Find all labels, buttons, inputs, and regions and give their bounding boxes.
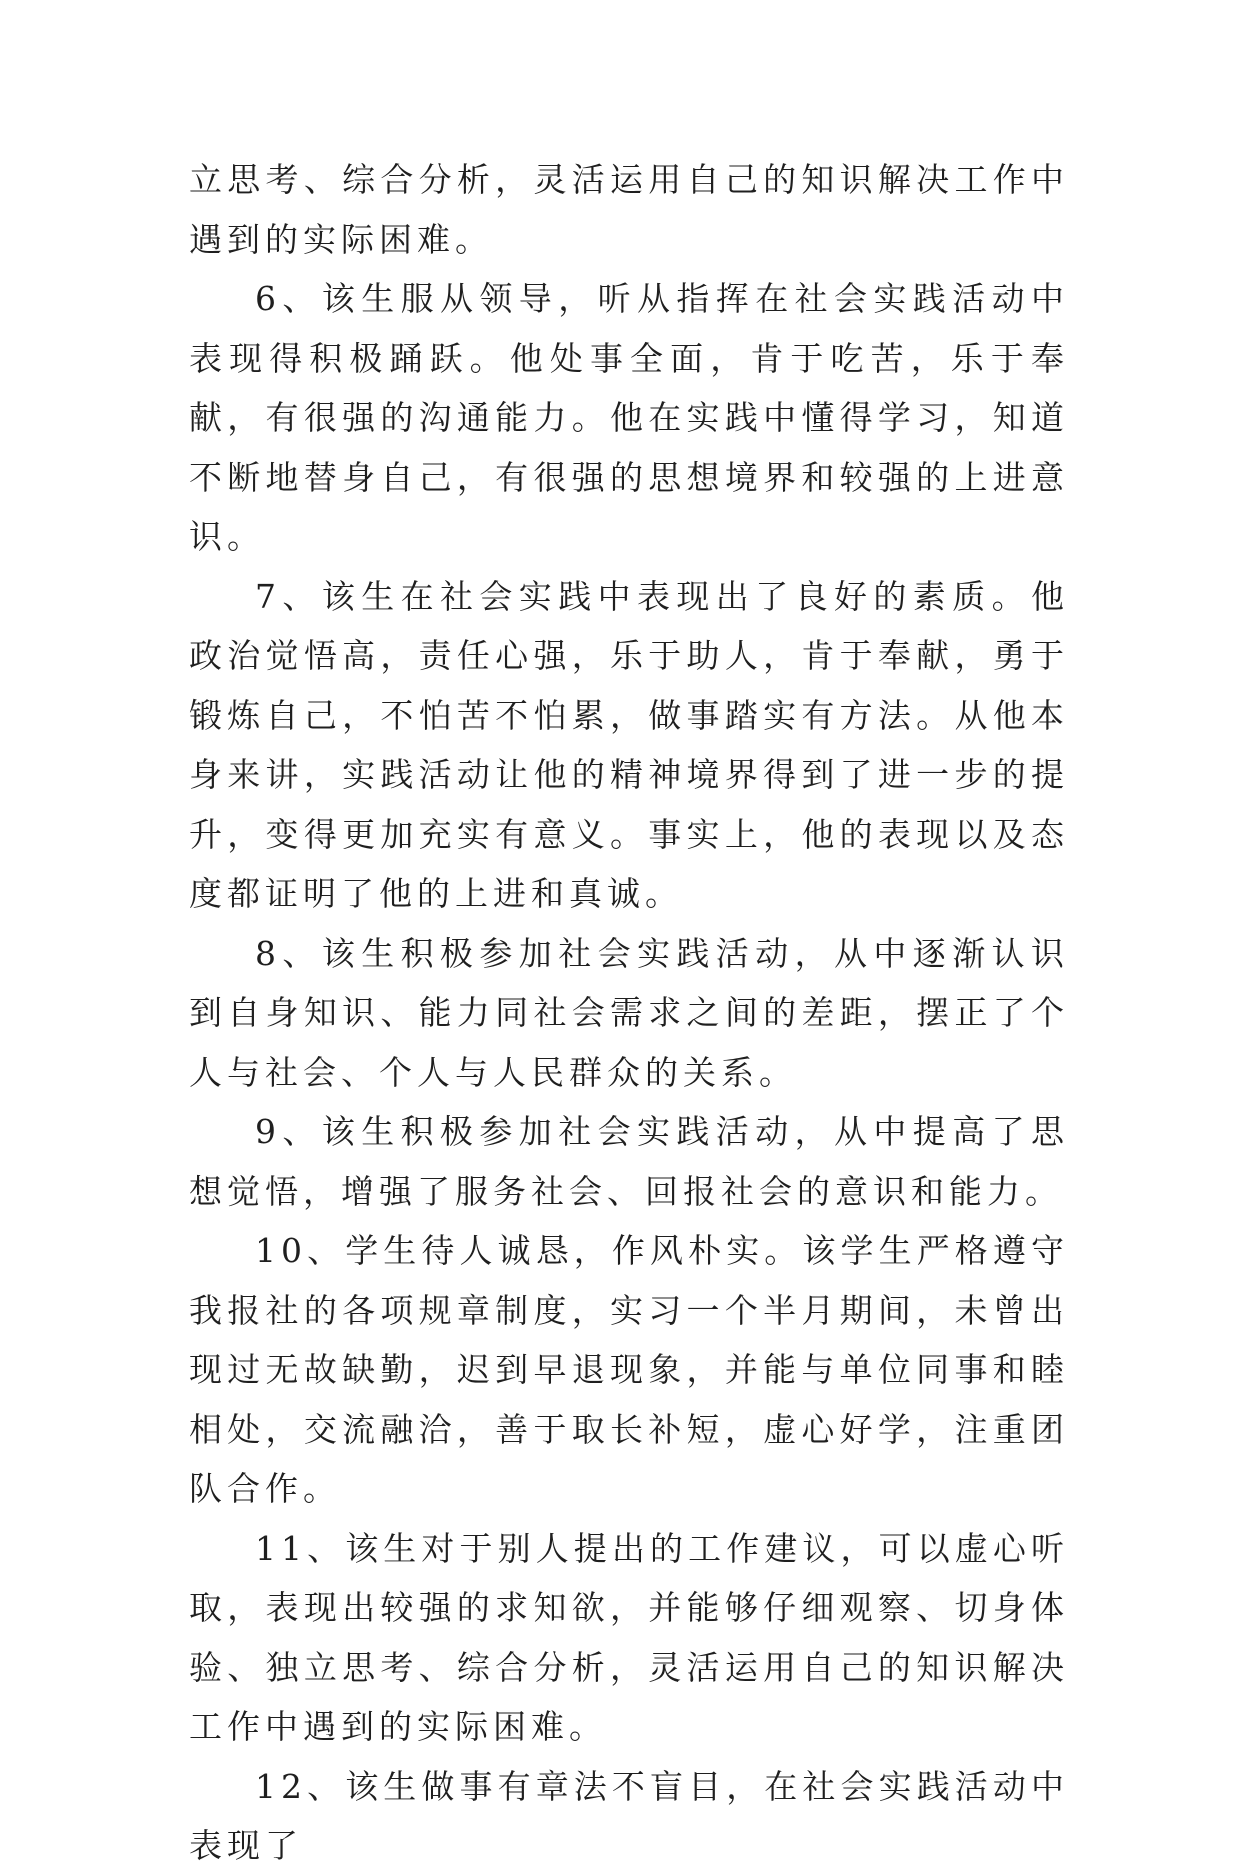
paragraph-continuation: 立思考、综合分析，灵活运用自己的知识解决工作中遇到的实际困难。	[189, 160, 1069, 259]
paragraph-item-11: 11、该生对于别人提出的工作建议，可以虚心听取，表现出较强的求知欲，并能够仔细观察、切身体验、独立思考、综合分析，灵活运用自己的知识解决工作中遇到的实际困难。	[189, 1528, 1069, 1746]
document-body	[189, 150, 1069, 1876]
paragraph-item-7: 7、该生在社会实践中表现出了良好的素质。他政治觉悟高，责任心强，乐于助人，肯于奉献，勇于锻炼自己，不怕苦不怕累，做事踏实有方法。从他本身来讲，实践活动让他的精神境界得到了进一步的提升，变得更加充实有意义。事实上，他的表现以及态度都证明了他的上进和真诚。	[189, 576, 1069, 913]
paragraph-item-12: 12、该生做事有章法不盲目，在社会实践活动中表现了	[189, 1766, 1069, 1865]
paragraph-item-8: 8、该生积极参加社会实践活动，从中逐渐认识到自身知识、能力同社会需求之间的差距，摆正了个人与社会、个人与人民群众的关系。	[189, 933, 1069, 1092]
paragraph-item-10: 10、学生待人诚恳，作风朴实。该学生严格遵守我报社的各项规章制度，实习一个半月期间，未曾出现过无故缺勤，迟到早退现象，并能与单位同事和睦相处，交流融洽，善于取长补短，虚心好学，注重团队合作。	[189, 1231, 1069, 1508]
paragraph-item-9: 9、该生积极参加社会实践活动，从中提高了思想觉悟，增强了服务社会、回报社会的意识和能力。	[189, 1112, 1069, 1211]
paragraph-item-6: 6、该生服从领导，听从指挥在社会实践活动中表现得积极踊跃。他处事全面，肯于吃苦，乐于奉献，有很强的沟通能力。他在实践中懂得学习，知道不断地替身自己，有很强的思想境界和较强的上进意识。	[189, 279, 1069, 556]
